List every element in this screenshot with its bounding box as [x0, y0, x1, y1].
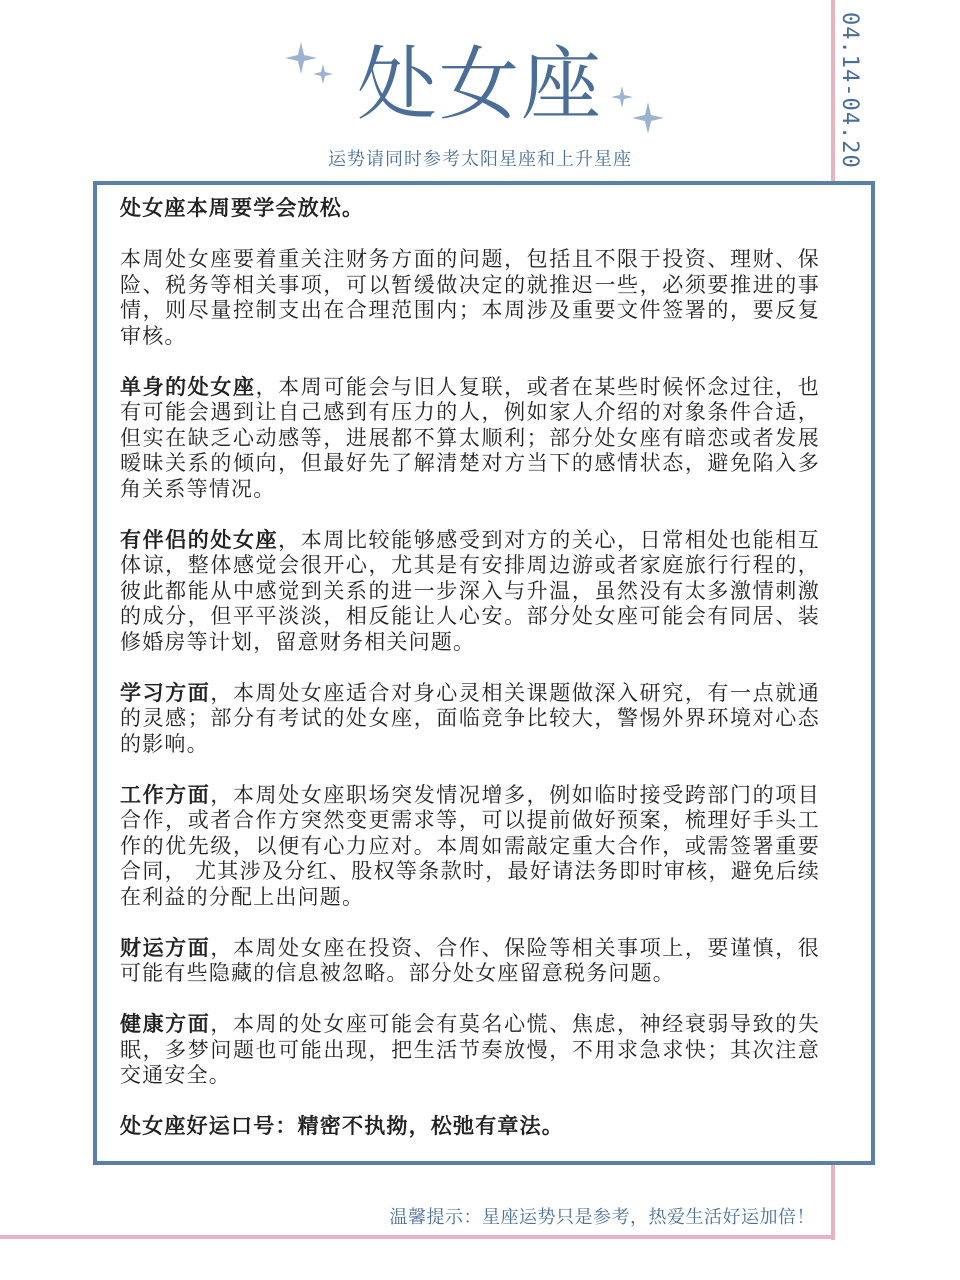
work-paragraph: [120, 783, 820, 911]
wealth-paragraph: [120, 936, 820, 987]
study-paragraph: [120, 681, 820, 758]
footer-tip: 温馨提示：星座运势只是参考，热爱生活好运加倍！: [389, 1207, 815, 1228]
page-title: 处女座: [357, 38, 603, 131]
intro-paragraph: [120, 196, 820, 222]
study-label: 学习方面: [120, 680, 211, 705]
slogan-text: 处女座好运口号：精密不执拗，松弛有章法。: [120, 1114, 564, 1138]
wealth-text: ，本周处女座在投资、合作、保险等相关事项上，要谨慎，很可能有些隐藏的信息被忽略。部分处女座留意税务问题。: [120, 935, 820, 985]
intro-text: 处女座本周要学会放松。: [120, 196, 365, 220]
pink-horizontal-line: [0, 1235, 835, 1239]
slogan-paragraph: [120, 1114, 820, 1140]
single-text: ，本周可能会与旧人复联，或者在某些时候怀念过往，也有可能会遇到让自己感到有压力的人，例如家人介绍的对象条件合适，但实在缺乏心动感等，进展都不算太顺利；部分处女座有暗恋或者发展暧昧关系的倾向，但最好先了解清楚对方当下的感情状态，避免陷入多角关系等情况。: [120, 374, 820, 501]
horoscope-content: [120, 196, 820, 1165]
subtitle: 运势请同时参考太阳星座和上升星座: [328, 149, 632, 170]
overview-paragraph: 本周处女座要着重关注财务方面的问题，包括且不限于投资、理财、保险、税务等相关事项，可以暂缓做决定的就推迟一些，必须要推进的事情，则尽量控制支出在合理范围内；本周涉及重要文件签署的，要反复审核。: [120, 247, 820, 348]
date-range: 04.14-04.20: [837, 12, 862, 169]
work-label: 工作方面: [120, 782, 211, 807]
health-paragraph: [120, 1012, 820, 1089]
single-paragraph: [120, 375, 820, 503]
partner-text: ，本周比较能够感受到对方的关心，日常相处也能相互体谅，整体感觉会很开心，尤其是有安排周边游或者家庭旅行行程的，彼此都能从中感觉到关系的进一步深入与升温，虽然没有太多激情刺激的成分，但平平淡淡，相反能让人心安。部分处女座可能会有同居、装修婚房等计划，留意财务相关问题。: [120, 527, 820, 654]
wealth-label: 财运方面: [120, 935, 211, 960]
health-label: 健康方面: [120, 1012, 211, 1036]
single-label: 单身的处女座: [120, 374, 256, 399]
study-text: ，本周处女座适合对身心灵相关课题做深入研究，有一点就通的灵感；部分有考试的处女座，面临竞争比较大，警惕外界环境对心态的影响。: [120, 680, 820, 756]
partner-paragraph: [120, 528, 820, 656]
health-text: ，本周的处女座可能会有莫名心慌、焦虑，神经衰弱导致的失眠，多梦问题也可能出现，把生活节奏放慢，不用求急求快；其次注意交通安全。: [120, 1012, 820, 1087]
work-text: ，本周处女座职场突发情况增多，例如临时接受跨部门的项目合作，或者合作方突然变更需求等，可以提前做好预案，梳理好手头工作的优先级，以便有心力应对。本周如需敲定重大合作，或需签署重要合同， 尤其涉及分红、股权等条款时，最好请法务即时审核，避免后续在利益的分配上出问题。: [120, 782, 820, 909]
partner-label: 有伴侣的处女座: [120, 527, 279, 552]
